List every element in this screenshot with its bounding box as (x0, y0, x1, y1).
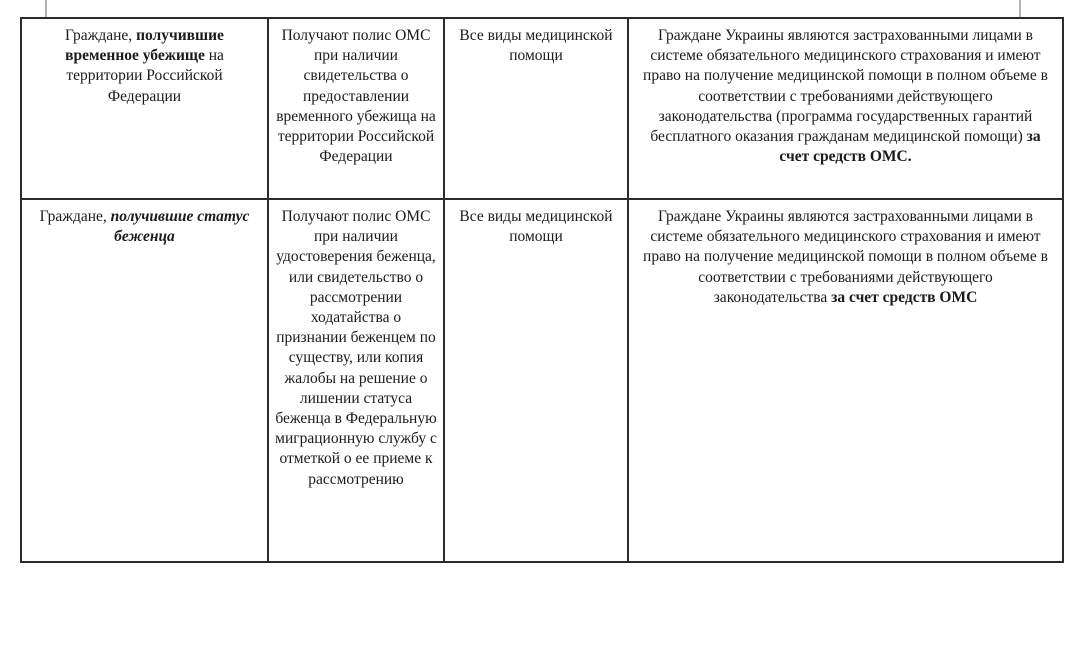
text-segment: Все виды медицинской помощи (459, 208, 613, 246)
cell-policy-conditions-refugee-status (268, 199, 444, 562)
text-segment: Граждане, (65, 27, 137, 44)
cell-rights-description-temporary-asylum (628, 18, 1063, 199)
cell-rights-description-refugee-status (628, 199, 1063, 562)
text-segment: Граждане Украины являются застрахованными лицами в системе обязательного медицинского страхования и имеют право на получение медицинской помощи в полном объеме в соответствии с требованиями действующего законодательства (программа государственных гарантий бесплатного оказания гражданам медицинской помощи) (643, 27, 1048, 146)
cell-care-types-temporary-asylum (444, 18, 628, 199)
text-segment: Граждане Украины являются застрахованными лицами в системе обязательного медицинского страхования и имеют право на получение медицинской помощи в полном объеме в соответствии с требованиями действующего законодательства (643, 208, 1048, 306)
table-row (21, 18, 1063, 199)
text-segment: получившие временное убежище (65, 27, 224, 65)
cell-category-refugee-status (21, 199, 268, 562)
cropped-row-border-artifact-left (45, 0, 47, 18)
text-segment: Все виды медицинской помощи (459, 27, 613, 65)
text-segment: за счет средств ОМС. (779, 128, 1041, 166)
text-segment: Получают полис ОМС при наличии удостоверения беженца, или свидетельство о рассмотрении ходатайства о признании беженцем по существу, или копия жалобы на решение о лишении статуса беженца в Федеральную миграционную службу с отметкой о ее приеме к рассмотрению (275, 208, 437, 488)
table-row (21, 199, 1063, 562)
text-segment: получившие статус беженца (110, 208, 250, 246)
text-segment: Получают полис ОМС при наличии свидетельства о предоставлении временного убежища на территории Российской Федерации (276, 27, 436, 166)
document-table (20, 17, 1064, 563)
text-segment: Граждане, (39, 208, 111, 225)
cell-care-types-refugee-status (444, 199, 628, 562)
text-segment: за счет средств ОМС (831, 288, 978, 306)
cell-policy-conditions-temporary-asylum (268, 18, 444, 199)
cell-category-temporary-asylum (21, 18, 268, 199)
cropped-row-border-artifact-right (1019, 0, 1021, 18)
text-segment: на территории Российской Федерации (66, 47, 224, 105)
